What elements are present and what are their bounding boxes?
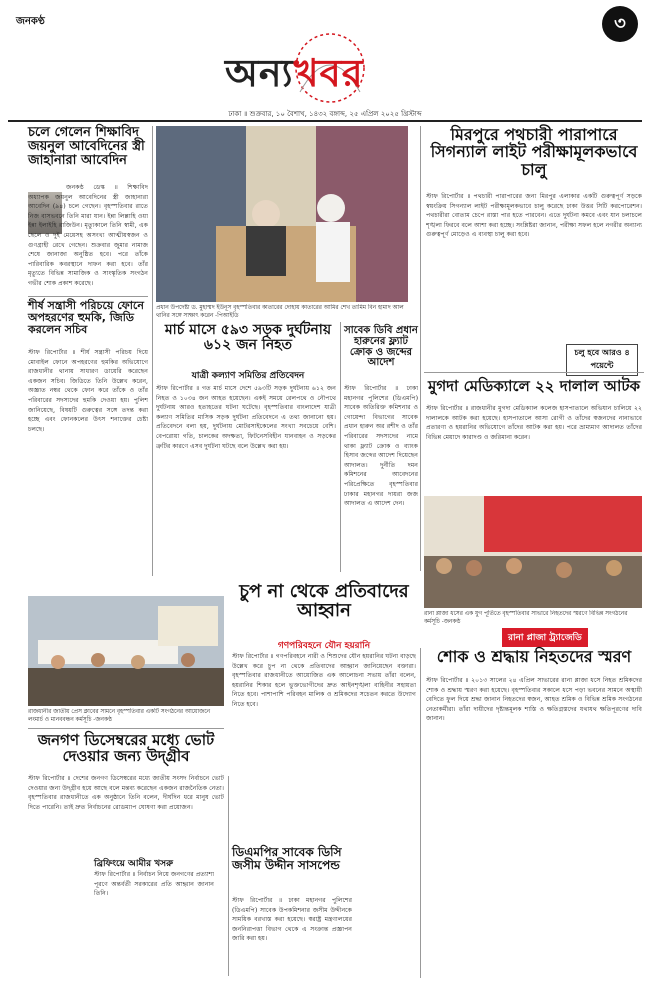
signal-body: স্টাফ রিপোর্টার ॥ পথচারী পারাপারের জন্য মিরপুর এলাকার একটি গুরুত্বপূর্ণ সড়কে স্বয়ংক্রিয় সিগন্যাল লাইট পরীক্ষামূলকভাবে চালু করেছে ঢাকা উত্তর সিটি করপোরেশন। পথচারীরা বোতাম চেপে রাস্তা পার হতে পারবেন। এতে দুর্ঘটনা কমবে এবং যান চলাচলে শৃঙ্খলা ফিরবে বলে আশা করা হচ্ছে। সংশ্লিষ্টরা জানান, পরীক্ষা সফল হলে নগরীর অন্যান্য গুরুত্বপূর্ণ মোড়েও এ ব্যবস্থা চালু করা হবে। bbox=[426, 193, 642, 239]
headline-accidents: মার্চ মাসে ৫৯৩ সড়ক দুর্ঘটনায় ৬১২ জন নিহত bbox=[164, 322, 332, 354]
dmp-body: স্টাফ রিপোর্টার ॥ ঢাকা মহানগর পুলিশের (ডিএমপি) সাবেক উপকমিশনার জসীম উদ্দীনকে সাময়িক বরখাস্ত করা হয়েছে। স্বরাষ্ট্র মন্ত্রণালয়ের জননিরাপত্তা বিভাগ থেকে এ সংক্রান্ত প্রজ্ঞাপন জারি করা হয়। bbox=[232, 897, 352, 943]
section-title-part-b: খবর bbox=[293, 51, 364, 95]
protest-photo-art bbox=[28, 596, 224, 706]
brokers-body: স্টাফ রিপোর্টার ॥ রাজধানীর মুগদা মেডিক্যাল কলেজ হাসপাতালে অভিযান চালিয়ে ২২ দালালকে আটক করা হয়েছে। হাসপাতালে আসা রোগী ও তাঁদের স্বজনদের নানাভাবে প্রতারণা ও হয়রানির অভিযোগে তাঁদের আটক করা হয়। পরে ভ্রাম্যমাণ আদালত তাঁদের বিভিন্ন মেয়াদে কারাদণ্ড ও জরিমানা করেন। bbox=[426, 405, 642, 441]
threat-body: স্টাফ রিপোর্টার ॥ শীর্ষ সন্ত্রাসী পরিচয় দিয়ে মোবাইল ফোনে অপহরণের হুমকির অভিযোগে রাজধানীর থানায় সাধারণ ডায়েরি করেছেন একজন সচিব। জিডিতে তিনি উল্লেখ করেন, অজ্ঞাত নম্বর থেকে ফোন করে তাঁকে ও তাঁর পরিবারের সদস্যদের হুমকি দেওয়া হয়। পুলিশ জানিয়েছে, বিষয়টি গুরুত্বের সঙ্গে তদন্ত করা হচ্ছে এবং ফোনকলের উৎস শনাক্তের চেষ্টা চলছে। bbox=[28, 349, 148, 433]
rana-tag: রানা প্লাজা ট্র্যাজেডি bbox=[502, 628, 588, 647]
rana-photo-caption: রানা প্লাজা ধসের এক যুগ পূর্তিতে বৃহস্পতিবার সাভারে নিহতদের স্মরণে বিভিন্ন সংগঠনের কর্মসূচি -জনকণ্ঠ bbox=[424, 611, 628, 626]
headline-briefing: ব্রিফিংয়ে আমীর খসরু bbox=[94, 859, 173, 869]
accidents-kicker: যাত্রী কল্যাণ সমিতির প্রতিবেদন bbox=[191, 371, 305, 381]
headline-brokers: মুগদা মেডিক্যালে ২২ দালাল আটক bbox=[427, 377, 641, 395]
protest-photo-caption: রাজধানীর জাতীয় প্রেস ক্লাবের সামনে বৃহস্পতিবার একটি সংগঠনের আয়োজনে লংমার্চ ও মানববন্ধন কর্মসূচি -জনকণ্ঠ bbox=[28, 709, 210, 724]
obituary-body: জনকণ্ঠ ডেস্ক ॥ শিক্ষাবিদ অধ্যাপক জয়নুল আবেদিনের স্ত্রী জাহানারা আবেদিন (৯৪) চলে গেছেন। বৃহস্পতিবার রাতে নিজ বাসভবনে তিনি মারা যান। ইন্না লিল্লাহি ওয়া ইন্না ইলাইহি রাজিউন। মৃত্যুকালে তিনি স্বামী, এক ছেলে ও দুই মেয়েসহ অসংখ্য আত্মীয়স্বজন ও গুণগ্রাহী রেখে গেছেন। শুক্রবার জুমার নামাজ শেষে জানাজা অনুষ্ঠিত হবে। পরে তাঁকে পারিবারিক কবরস্থানে দাফন করা হবে। তাঁর মৃত্যুতে বিভিন্ন সামাজিক ও সাংস্কৃতিক সংগঠন গভীর শোক প্রকাশ করেছে। bbox=[28, 184, 148, 288]
column-rule bbox=[420, 126, 421, 571]
lead-photo-caption: প্রধান উপদেষ্টা ড. মুহাম্মদ ইউনূস বৃহস্পতিবার কাতারের দোহায় কাতারের আমির শেখ তামিম বিন হামাদ আল থানির সঙ্গে সাক্ষাৎ করেন -পিআইডি bbox=[156, 305, 404, 320]
rana-body: স্টাফ রিপোর্টার ॥ ২০১৩ সালের ২৪ এপ্রিল সাভারের রানা প্লাজা ধসে নিহত শ্রমিকদের শোক ও শ্রদ্ধায় স্মরণ করা হয়েছে। বৃহস্পতিবার সকালে ধসে পড়া ভবনের সামনে অস্থায়ী বেদিতে ফুল দিয়ে শ্রদ্ধা জানান নিহতদের স্বজন, আহত শ্রমিক ও বিভিন্ন শ্রমিক সংগঠনের নেতাকর্মীরা। তাঁরা দায়ীদের দৃষ্টান্তমূলক শাস্তি ও ক্ষতিগ্রস্তদের যথাযথ ক্ষতিপূরণের দাবি জানান। bbox=[426, 677, 642, 723]
divider bbox=[424, 372, 644, 373]
rana-photo-art bbox=[424, 496, 642, 608]
headline-flat: সাবেক ডিবি প্রধান হারুনের ফ্ল্যাট ক্রোক ও জব্দের আদেশ bbox=[344, 325, 418, 369]
accidents-body: স্টাফ রিপোর্টার ॥ গত মার্চ মাসে দেশে ৫৯৩টি সড়ক দুর্ঘটনায় ৬১২ জন নিহত ও ১০৩৪ জন আহত হয়েছেন। একই সময়ে রেলপথে ও নৌপথে দুর্ঘটনায় আরও হতাহতের ঘটনা ঘটেছে। বৃহস্পতিবার বাংলাদেশ যাত্রী কল্যাণ সমিতির মাসিক সড়ক দুর্ঘটনা প্রতিবেদনে এ তথ্য জানানো হয়। প্রতিবেদনে বলা হয়, দুর্ঘটনায় মোটরসাইকেলের সংখ্যা সবচেয়ে বেশি। বেপরোয়া গতি, চালকের অদক্ষতা, ফিটনেসবিহীন যানবাহন ও সড়কের ত্রুটির কারণে এসব দুর্ঘটনা ঘটছে বলে উল্লেখ করা হয়। bbox=[156, 385, 336, 450]
column-rule bbox=[420, 648, 421, 978]
masthead-rule bbox=[8, 120, 642, 122]
headline-vote: জনগণ ডিসেম্বরের মধ্যে ভোট দেওয়ার জন্য উদ্‌গ্রীব bbox=[37, 731, 215, 766]
section-title bbox=[225, 44, 364, 108]
divider bbox=[28, 728, 224, 729]
protest-photo bbox=[28, 596, 224, 706]
headline-signal: মিরপুরে পথচারী পারাপারে সিগন্যাল লাইট পরীক্ষামূলকভাবে চালু bbox=[430, 125, 638, 179]
signal-sidebar: চলু হবে আরও ৪ পয়েন্টে bbox=[566, 344, 638, 376]
flat-body: স্টাফ রিপোর্টার ॥ ঢাকা মহানগর পুলিশের (ডিএমপি) সাবেক অতিরিক্ত কমিশনার ও গোয়েন্দা বিভাগের সাবেক প্রধান হারুন অর রশীদ ও তাঁর পরিবারের সদস্যদের নামে থাকা ফ্ল্যাট ক্রোক ও ব্যাংক হিসাব জব্দের আদেশ দিয়েছেন আদালত। দুর্নীতি দমন কমিশনের আবেদনের পরিপ্রেক্ষিতে বৃহস্পতিবার ঢাকার মহানগর দায়রা জজ আদালত এ আদেশ দেন। bbox=[344, 385, 418, 508]
headline-threat: শীর্ষ সন্ত্রাসী পরিচয়ে ফোনে অপহরণের হুমকি, জিডি করলেন সচিব bbox=[28, 299, 144, 336]
section-title-part-a: অন্য bbox=[225, 51, 294, 95]
column-rule bbox=[152, 126, 153, 576]
protest-body: স্টাফ রিপোর্টার ॥ গণপরিবহনে নারী ও শিশুদের যৌন হয়রানির ঘটনা বাড়ছে উল্লেখ করে চুপ না থেকে প্রতিবাদের আহ্বান জানিয়েছেন বক্তারা। বৃহস্পতিবার রাজধানীতে আয়োজিত এক আলোচনা সভায় তাঁরা বলেন, হয়রানির শিকার হলে ভুক্তভোগীদের দ্রুত আইনশৃঙ্খলা বাহিনীর সহায়তা নিতে হবে। পাশাপাশি পরিবহন মালিক ও শ্রমিকদের সচেতন করতে উদ্যোগ নিতে হবে। bbox=[232, 653, 416, 709]
headline-dmp: ডিএমপির সাবেক ডিসি জসীম উদ্দীন সাসপেন্ড bbox=[232, 845, 342, 872]
rana-photo bbox=[424, 496, 642, 608]
briefing-body: স্টাফ রিপোর্টার ॥ নির্বাচন নিয়ে জনগণের প্রত্যাশা পূরণে অন্তর্বর্তী সরকারের প্রতি আহ্বান জানান তিনি। bbox=[94, 871, 214, 898]
lead-photo-art bbox=[156, 126, 408, 302]
divider bbox=[28, 296, 148, 297]
column-rule bbox=[228, 776, 229, 976]
brand-small: জনকণ্ঠ bbox=[16, 16, 45, 27]
headline-obituary: চলে গেলেন শিক্ষাবিদ জয়নুল আবেদিনের স্ত্রী জাহানারা আবেদিন bbox=[28, 125, 145, 169]
protest-kicker: গণপরিবহনে যৌন হয়রানি bbox=[277, 641, 371, 651]
headline-rana: শোক ও শ্রদ্ধায় নিহতদের স্মরণ bbox=[436, 647, 632, 666]
masthead bbox=[0, 0, 650, 128]
headline-protest: চুপ না থেকে প্রতিবাদের আহ্বান bbox=[239, 581, 409, 622]
column-rule bbox=[340, 322, 341, 572]
vote-body: স্টাফ রিপোর্টার ॥ দেশের জনগণ ডিসেম্বরের মধ্যে জাতীয় সংসদ নির্বাচনে ভোট দেওয়ার জন্য উদ্‌গ্রীব হয়ে আছে বলে মন্তব্য করেছেন একজন রাজনৈতিক নেতা। বৃহস্পতিবার রাজধানীতে এক অনুষ্ঠানে তিনি বলেন, দীর্ঘদিন ধরে মানুষ ভোট দিতে পারেনি। তাই দ্রুত নির্বাচনের রোডম্যাপ ঘোষণা করা প্রয়োজন। bbox=[28, 775, 224, 811]
page-number-badge: ৩ bbox=[602, 6, 638, 42]
dateline: ঢাকা ॥ শুক্রবার, ১০ বৈশাখ, ১৪৩২ বঙ্গাব্দ, ২৫ এপ্রিল ২০২৫ খ্রিস্টাব্দ bbox=[228, 110, 422, 118]
lead-photo bbox=[156, 126, 408, 302]
